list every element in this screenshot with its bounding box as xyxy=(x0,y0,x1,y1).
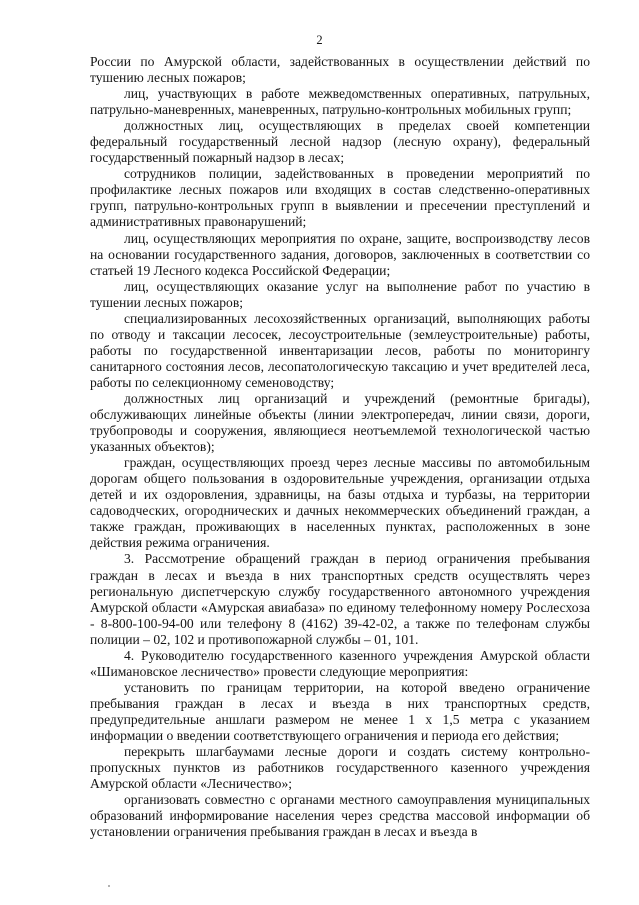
document-body xyxy=(90,54,590,840)
paragraph-1: России по Амурской области, задействованных в осуществлении действий по тушению лесных пожаров; xyxy=(90,54,590,86)
paragraph-5: лиц, осуществляющих мероприятия по охране, защите, воспроизводству лесов на основании государственного задания, договоров, заключенных в соответствии со статьей 19 Лесного кодекса Российской Федерации; xyxy=(90,230,590,278)
scan-artifact-dot xyxy=(108,885,110,887)
paragraph-10: 3. Рассмотрение обращений граждан в период ограничения пребывания граждан в лесах и въезда в них транспортных средств осуществлять через региональную диспетчерскую службу государственного автономного учреждения Амурской области «Амурская авиабаза» по единому телефонному номеру Рослесхоза - 8-800-100-94-00 или телефону 8 (4162) 39-42-02, а также по телефонам службы полиции – 02, 102 и противопожарной службы – 01, 101. xyxy=(90,551,590,647)
paragraph-14: организовать совместно с органами местного самоуправления муниципальных образований информирование населения через средства массовой информации об установлении ограничения пребывания граждан в лесах и въезда в xyxy=(90,792,590,840)
paragraph-7: специализированных лесохозяйственных организаций, выполняющих работы по отводу и таксации лесосек, лесоустроительные (землеустроительные) работы, работы по государственной инвентаризации лесов, работы по мониторингу санитарного состояния лесов, лесопатологическую таксацию и учет вредителей леса, работы по селекционному семеноводству; xyxy=(90,310,590,390)
paragraph-8: должностных лиц организаций и учреждений (ремонтные бригады), обслуживающих линейные объекты (линии электропередач, линии связи, дороги, трубопроводы и сооружения, являющиеся неотъемлемой технологической частью указанных объектов); xyxy=(90,390,590,455)
paragraph-6: лиц, осуществляющих оказание услуг на выполнение работ по участию в тушении лесных пожаров; xyxy=(90,278,590,310)
paragraph-11: 4. Руководителю государственного казенного учреждения Амурской области «Шимановское лесничество» провести следующие мероприятия: xyxy=(90,647,590,679)
page-number: 2 xyxy=(316,33,323,47)
paragraph-3: должностных лиц, осуществляющих в пределах своей компетенции федеральный государственный лесной надзор (лесную охрану), федеральный государственный пожарный надзор в лесах; xyxy=(90,118,590,166)
paragraph-9: граждан, осуществляющих проезд через лесные массивы по автомобильным дорогам общего пользования в оздоровительные учреждения, организации отдыха детей и их оздоровления, здравницы, на базы отдыха и турбазы, на территории садоводческих, огороднических и дачных некоммерческих объединений граждан, а также граждан, проживающих в населенных пунктах, расположенных в зоне действия режима ограничения. xyxy=(90,455,590,551)
paragraph-12: установить по границам территории, на которой введено ограничение пребывания граждан в лесах и въезда в них транспортных средств, предупредительные аншлаги размером не менее 1 х 1,5 метра с указанием информации о введении соответствующего ограничения и периода его действия; xyxy=(90,679,590,743)
paragraph-13: перекрыть шлагбаумами лесные дороги и создать систему контрольно-пропускных пунктов из работников государственного казенного учреждения Амурской области «Лесничество»; xyxy=(90,744,590,792)
paragraph-2: лиц, участвующих в работе межведомственных оперативных, патрульных, патрульно-маневренных, маневренных, патрульно-контрольных мобильных групп; xyxy=(90,86,590,118)
paragraph-4: сотрудников полиции, задействованных в проведении мероприятий по профилактике лесных пожаров или входящих в состав следственно-оперативных групп, патрульно-контрольных групп в выявлении и пресечении преступлений и административных правонарушений; xyxy=(90,166,590,230)
